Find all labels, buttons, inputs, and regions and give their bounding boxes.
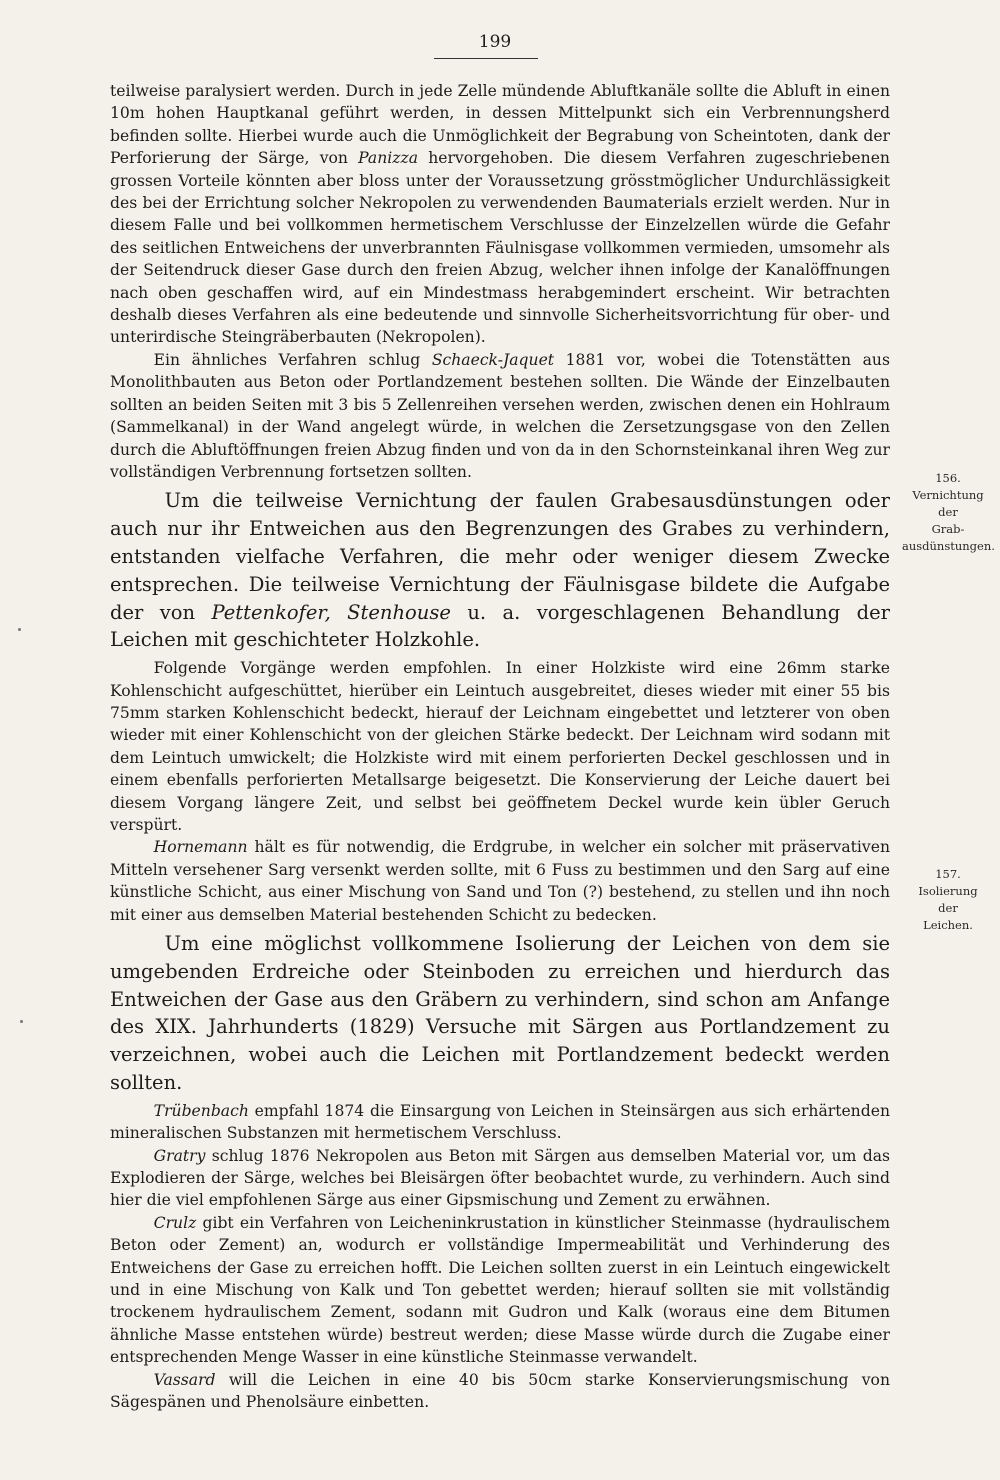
marginal-line: der xyxy=(938,505,958,519)
paragraph-isolation xyxy=(110,930,890,1097)
marginal-number: 156. xyxy=(935,471,961,485)
marginal-line: Vernichtung xyxy=(912,488,984,502)
paragraph-truebenbach xyxy=(110,1100,890,1145)
paragraph-text: gibt ein Verfahren von Leicheninkrustation in künstlicher Steinmasse (hydraulischem Beton oder Zement) an, wodurch er vollständige Impermeabilität und Verhinderung des Entweichens der Gase zu erreichen hofft. Die Leichen sollten zuerst in ein Leintuch eingewickelt und in eine Mischung von Kalk und Ton gebettet werden; hierauf sollten sie mit vollständig trockenem hydraulischem Zement, sodann mit Gudron und Kalk (woraus eine dem Bitumen ähnliche Masse entstehen würde) bestreut werden; diese Masse würde durch die Zugabe einer entsprechenden Menge Wasser in eine künstliche Steinmasse verwandelt. xyxy=(110,1213,890,1367)
paragraph-text: hervorgehoben. Die diesem Verfahren zugeschriebenen grossen Vorteile könnten aber bloss unter der Voraussetzung grösstmöglicher Undurchlässigkeit des bei der Errichtung solcher Nekropolen zu verwendenden Baumaterials erzielt werden. Nur in diesem Falle und bei vollkommen hermetischem Verschlusse der Einzelzellen würde die Gefahr des seitlichen Entweichens der unverbrannten Fäulnisgase vollkommen vermieden, umsomehr als der Seitendruck dieser Gase durch den freien Abzug, welcher ihnen infolge der Kanalöffnungen nach oben geschaffen wird, auf ein Mindestmass herabgemindert erscheint. Wir betrachten deshalb dieses Verfahren als eine bedeutende und sinnvolle Sicherheitsvorrichtung für ober- und unterirdische Steingräberbauten (Nekropolen). xyxy=(110,149,890,347)
author-name: Panizza xyxy=(358,149,418,168)
marginal-number: 157. xyxy=(935,867,961,881)
header-rule xyxy=(434,58,538,59)
paragraph-text: Um eine möglichst vollkommene Isolierung der Leichen von dem sie umgebenden Erdreiche oder Steinboden zu erreichen und hierdurch das Entweichen der Gase aus den Gräbern zu verhindern, sind schon am Anfange des XIX. Jahrhunderts (1829) Versuche mit Särgen aus Portlandzement zu verzeichnen, wobei auch die Leichen mit Portlandzement bedeckt werden sollten. xyxy=(110,931,890,1094)
marginal-line: Grab- xyxy=(931,522,965,536)
paragraph-text: teilweise paralysiert werden. Durch in jede Zelle mündende Abluftkanäle sollte die Abluft in einen 10m hohen Hauptkanal geführt werden, in dessen Mittelpunkt sich ein Verbrennungsherd befinden sollte. Hierbei wurde auch die Unmöglichkeit der Begrabung von Scheintoten, dank der Perforierung der Särge, von xyxy=(110,82,890,168)
author-name: Hornemann xyxy=(153,838,248,857)
main-text xyxy=(110,80,890,1413)
paragraph-text: 1881 vor, wobei die Totenstätten aus Monolithbauten aus Beton oder Portlandzement bestehen sollten. Die Wände der Einzelbauten sollten an beiden Seiten mit 3 bis 5 Zellenreihen versehen werden, zwischen denen ein Hohlraum (Sammelkanal) in der Wand angelegt würde, in welchen die Zersetzungsgase von den Zellen durch die Abluftöffnungen freien Abzug finden und von da in den Schornsteinkanal ihren Weg zur vollständigen Verbrennung fortsetzen sollten. xyxy=(110,350,890,481)
paragraph-necropolis-ventilation xyxy=(110,80,890,349)
marginal-line: ausdünstungen. xyxy=(902,539,995,553)
paragraph-vassard xyxy=(110,1369,890,1414)
paragraph-hornemann xyxy=(110,836,890,926)
author-name: Gratry xyxy=(153,1146,206,1165)
marginal-line: Leichen. xyxy=(923,918,973,932)
paragraph-text: will die Leichen in eine 40 bis 50cm starke Konservierungsmischung von Sägespänen und Phenolsäure einbetten. xyxy=(110,1370,890,1412)
marginal-line: der xyxy=(938,901,958,915)
paragraph-gas-destruction xyxy=(110,487,890,654)
paragraph-text: Folgende Vorgänge werden empfohlen. In einer Holzkiste wird eine 26mm starke Kohlenschicht aufgeschüttet, hierüber ein Leintuch ausgebreitet, dieses wieder mit einer 55 bis 75mm starken Kohlenschicht bedeckt, hierauf der Leichnam eingebettet und letzterer von oben wieder mit einer Kohlenschicht von der gleichen Stärke bedeckt. Der Leichnam wird sodann mit dem Leintuch umwickelt; die Holzkiste wird mit einem perforierten Deckel geschlossen und in einem ebenfalls perforierten Metallsarge beigesetzt. Die Konservierung der Leiche dauert bei diesem Vorgang längere Zeit, und selbst bei geöffnetem Deckel wurde kein übler Geruch verspürt. xyxy=(110,659,890,834)
marginal-line: Isolierung xyxy=(918,884,978,898)
scan-speck xyxy=(20,1020,23,1023)
page-number: 199 xyxy=(478,32,512,52)
scan-speck xyxy=(18,628,21,631)
author-name: Trübenbach xyxy=(153,1101,249,1120)
paragraph-text: Um die teilweise Vernichtung der faulen Grabesausdünstungen oder auch nur ihr Entweichen aus den Begrenzungen des Grabes zu verhindern, entstanden vielfache Verfahren, die mehr oder weniger diesem Zwecke entsprechen. Die teilweise Vernichtung der Fäulnisgase bildete die Aufgabe der von xyxy=(110,489,890,624)
author-name: Pettenkofer, Stenhouse xyxy=(211,600,451,624)
marginal-note-157 xyxy=(902,866,994,934)
paragraph-text: schlug 1876 Nekropolen aus Beton mit Särgen aus demselben Material vor, um das Explodieren der Särge, welches bei Bleisärgen öfter beobachtet wurde, zu verhindern. Auch sind hier die viel empfohlenen Särge aus einer Gipsmischung und Zement zu erwähnen. xyxy=(110,1146,890,1210)
paragraph-schaeck-jaquet xyxy=(110,349,890,483)
paragraph-text: Ein ähnliches Verfahren schlug xyxy=(153,350,421,369)
author-name: Crulz xyxy=(153,1213,197,1232)
paragraph-text: u. a. vorgeschlagenen Behandlung der Leichen mit geschichteter Holzkohle. xyxy=(110,600,890,652)
paragraph-gratry xyxy=(110,1145,890,1212)
author-name: Schaeck-Jaquet xyxy=(431,350,555,369)
marginal-note-156 xyxy=(902,470,994,555)
paragraph-crulz xyxy=(110,1212,890,1369)
paragraph-text: hält es für notwendig, die Erdgrube, in welcher ein solcher mit präservativen Mitteln versehener Sarg versenkt werden sollte, mit 6 Fuss zu bestimmen und den Sarg auf eine künstliche Schicht, aus einer Mischung von Sand und Ton (?) bestehend, zu stellen und ihn noch mit einer aus demselben Material bestehenden Schicht zu bedecken. xyxy=(110,838,890,924)
paragraph-charcoal-procedure xyxy=(110,657,890,836)
author-name: Vassard xyxy=(153,1370,216,1389)
paragraph-text: empfahl 1874 die Einsargung von Leichen in Steinsärgen aus sich erhärtenden mineralischen Substanzen mit hermetischem Verschluss. xyxy=(110,1101,890,1143)
